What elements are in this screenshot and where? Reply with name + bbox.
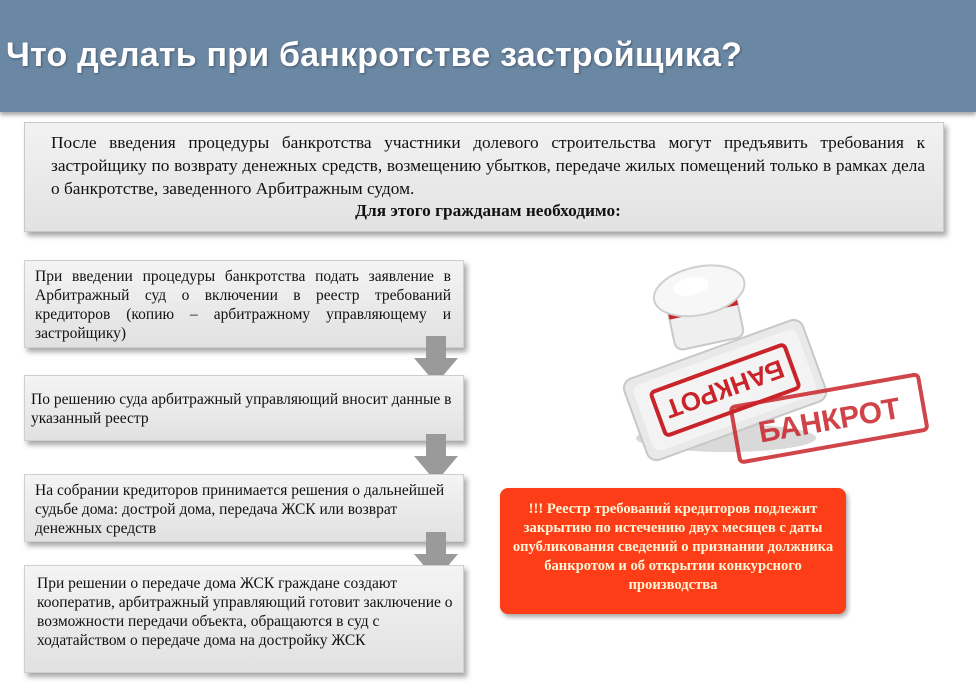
- step-box-1: [24, 260, 464, 348]
- step-text-1: При введении процедуры банкротства подать заявление в Арбитражный суд о включении в реестр требований кредиторов (копию – арбитражному управляющему и застройщику): [35, 268, 451, 342]
- bankrupt-stamp-image: [606, 258, 938, 466]
- stamp-imprint-text: БАНКРОТ: [756, 392, 903, 450]
- step-text-3: На собрании кредиторов принимается решения о дальнейшей судьбе дома: дострой дома, передача ЖСК или возврат денежных средств: [35, 482, 445, 537]
- step-box-3: [24, 474, 464, 542]
- page-title: Что делать при банкротстве застройщика?: [6, 36, 743, 74]
- intro-subtitle: Для этого гражданам необходимо:: [355, 201, 621, 220]
- notice-box: [500, 488, 846, 614]
- intro-box: [24, 122, 944, 232]
- intro-text: После введения процедуры банкротства участники долевого строительства могут предъявить требования к застройщику по возврату денежных средств, возмещению убытков, передаче жилых помещений только в рамках дела о банкротстве, заведенного Арбитражным судом.: [51, 133, 925, 198]
- step-text-2: По решению суда арбитражный управляющий вносит данные в указанный реестр: [31, 391, 452, 427]
- notice-text: !!! Реестр требований кредиторов подлежит закрытию по истечению двух месяцев с даты опубликования сведений о признании должника банкротом и об открытии конкурсного производства: [512, 501, 834, 593]
- step-box-2: [24, 375, 464, 441]
- header-bar: [0, 0, 976, 112]
- stamp-handle-text: БАНКРОТ: [661, 353, 789, 425]
- step-text-4: При решении о передаче дома ЖСК граждане создают кооператив, арбитражный управляющий готовит заключение о возможности передачи объекта, обращаются в суд с ходатайством о передаче дома на достройку ЖСК: [37, 575, 453, 649]
- step-box-4: [24, 565, 464, 673]
- stamp-icon: [606, 258, 938, 466]
